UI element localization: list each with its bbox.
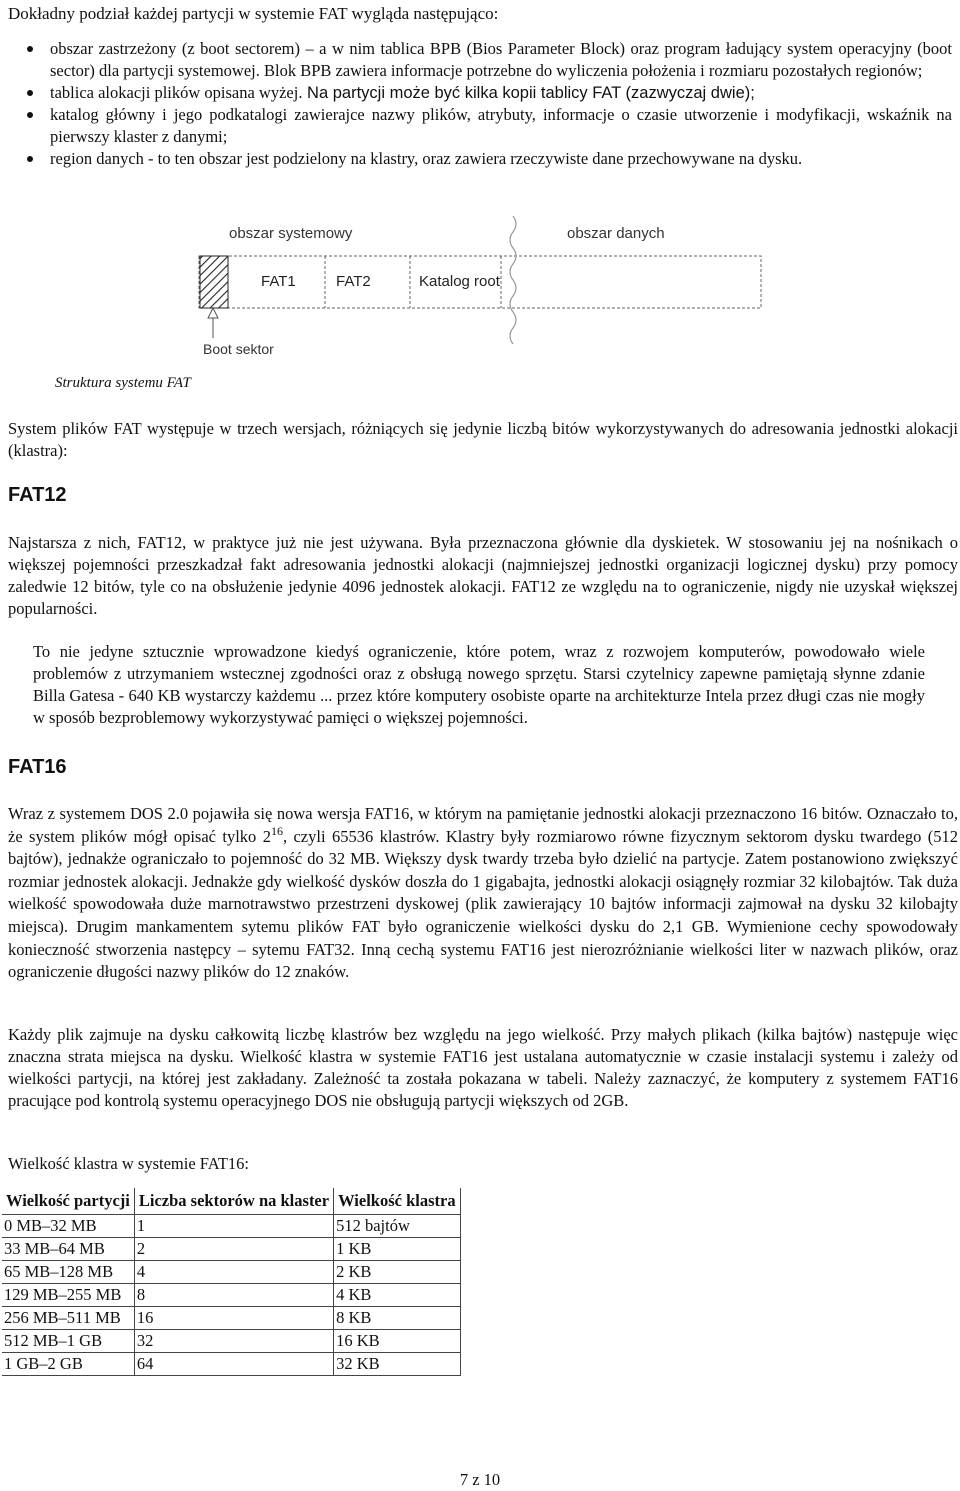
- boot-sector-label: Boot sektor: [203, 341, 274, 357]
- bullet-icon: [27, 46, 33, 52]
- bullet-icon: [27, 90, 33, 96]
- list-item: region danych - to ten obszar jest podzielony na klastry, oraz zawiera rzeczywiste dane przechowywane na dysku.: [8, 148, 952, 170]
- boot-sector-cell: [200, 256, 228, 308]
- paragraph-quote: To nie jedyne sztucznie wprowadzone kiedyś ograniczenie, które potem, wraz z rozwojem komputerów, powodowało wiele problemów z utrzymaniem wstecznej zgodności oraz z obsługą nowego sprzętu. Starsi czytelnicy zapewne pamiętają słynne zdanie Billa Gatesa - 640 KB wystarczy każdemu ... przez które komputery osobiste oparte na architekturze Intela przez długi czas nie mogły w sposób bezproblemowy wykorzystywać pamięci o większej pojemności.: [33, 642, 925, 727]
- column-header: Liczba sektorów na klaster: [134, 1188, 333, 1215]
- heading-fat16: FAT16: [8, 756, 67, 778]
- heading-fat12: FAT12: [8, 484, 67, 506]
- cluster-size-table: [2, 1188, 461, 1376]
- paragraph-fat16: Wraz z systemem DOS 2.0 pojawiła się nowa wersja FAT16, w którym na pamiętanie jednostki alokacji przeznaczono 16 bitów. Oznaczało to, że system plików mógł opisać tylko $2^{16}$, czyli 65536 klastrów. Klastry były rozmiarowo równe fizycznym sektorom dysku twardego (512 bajtów), jednakże ograniczało to pojemność do 32 MB. Większy dysk twardy trzeba było dzielić na partycje. Zatem postanowiono zwiększyć rozmiar jednostek alokacji. Jednakże gdy wielkość dysków doszła do 1 gigabajta, jednostki alokacji osiągnęły rozmiar 32 kilobajtów. Tak duża wielkość spowodowała duże marnotrawstwo przestrzeni dyskowej (plik zawierający 10 bajtów informacji zajmował na dysku 32 kilobajty miejsca). Drugim mankamentem sytemu plików FAT było ograniczenie wielkości dysku do 2,1 GB. Wymienione cechy spowodowały konieczność stworzenia następcy – sytemu FAT32. Inną cechą systemu FAT16 jest nierozróżnianie wielkości liter w nazwach plików, oraz ograniczenie długości nazwy plików do 12 znaków.: [8, 804, 959, 982]
- paragraph-fat12: Najstarsza z nich, FAT12, w praktyce już nie jest używana. Była przeznaczona głównie dla dyskietek. W stosowaniu jej na nośnikach o większej pojemności przeszkadzał fakt adresowania jednostki alokacji (najmniejszej jednostki organizacji logicznej dysku) przy pomocy zaledwie 12 bitów, tyle co na obsłużenie jedynie 4096 jednostek alokacji. FAT12 ze względu na to ograniczenie, nigdy nie uzyskał większej popularności.: [8, 533, 958, 618]
- table-header-row: [2, 1188, 460, 1215]
- table-row: 33 MB–64 MB 2 1 KB: [2, 1238, 460, 1261]
- table-row: 1 GB–2 GB 64 32 KB: [2, 1353, 460, 1376]
- table-title: Wielkość klastra w systemie FAT16:: [8, 1154, 249, 1173]
- diagram-caption: Struktura systemu FAT: [55, 375, 191, 391]
- table-row: 65 MB–128 MB 4 2 KB: [2, 1261, 460, 1284]
- page-number: 7 z 10: [459, 1470, 501, 1489]
- root-dir-label: Katalog root: [419, 273, 500, 290]
- table-row: 512 MB–1 GB 32 16 KB: [2, 1330, 460, 1353]
- fat2-label: FAT2: [336, 273, 371, 290]
- fat1-label: FAT1: [261, 273, 296, 290]
- system-area-label: obszar systemowy: [229, 225, 353, 242]
- list-item: obszar zastrzeżony (z boot sectorem) – a w nim tablica BPB (Bios Parameter Block) oraz program ładujący system operacyjny (boot sector) dla partycji systemowej. Blok BPB zawiera informacje potrzebne do wyliczenia położenia i rozmiaru pozostałych regionów;: [8, 38, 952, 82]
- table-row: 256 MB–511 MB 16 8 KB: [2, 1307, 460, 1330]
- column-header: Wielkość klastra: [334, 1188, 461, 1215]
- data-area-label: obszar danych: [567, 225, 665, 242]
- column-header: Wielkość partycji: [2, 1188, 134, 1215]
- table-row: 129 MB–255 MB 8 4 KB: [2, 1284, 460, 1307]
- list-item: tablica alokacji plików opisana wyżej. Na partycji może być kilka kopii tablicy FAT (zazwyczaj dwie);: [8, 82, 952, 104]
- paragraph-versions: System plików FAT występuje w trzech wersjach, różniących się jedynie liczbą bitów wykorzystywanych do adresowania jednostki alokacji (klastra):: [8, 419, 958, 460]
- arrow-head-icon: [208, 308, 218, 318]
- paragraph-clusters: Każdy plik zajmuje na dysku całkowitą liczbę klastrów bez względu na jego wielkość. Przy małych plikach (kilka bajtów) następuje więc znaczna strata miejsca na dysku. Wielkość klastra w systemie FAT16 jest ustalana automatycznie w czasie instalacji systemu i zależy od wielkości partycji, na której jest zakładany. Zależność ta została pokazana w tabeli. Należy zaznaczyć, że komputery z systemem FAT16 pracujące pod kontrolą systemu operacyjnego DOS nie obsługują partycji większych od 2GB.: [8, 1025, 958, 1110]
- list-item: katalog główny i jego podkatalogi zawierajce nazwy plików, atrybuty, informacje o czasie utworzenie i modyfikacji, wskaźnik na pierwszy klaster z danymi;: [8, 104, 952, 148]
- partition-parts-list: [8, 38, 952, 170]
- bullet-icon: [27, 156, 33, 162]
- bullet-icon: [27, 112, 33, 118]
- intro-text: Dokładny podział każdej partycji w systemie FAT wygląda następująco:: [8, 4, 499, 23]
- table-row: 0 MB–32 MB 1 512 bajtów: [2, 1215, 460, 1238]
- fat-structure-diagram: [195, 212, 765, 372]
- area-separator: [510, 216, 516, 344]
